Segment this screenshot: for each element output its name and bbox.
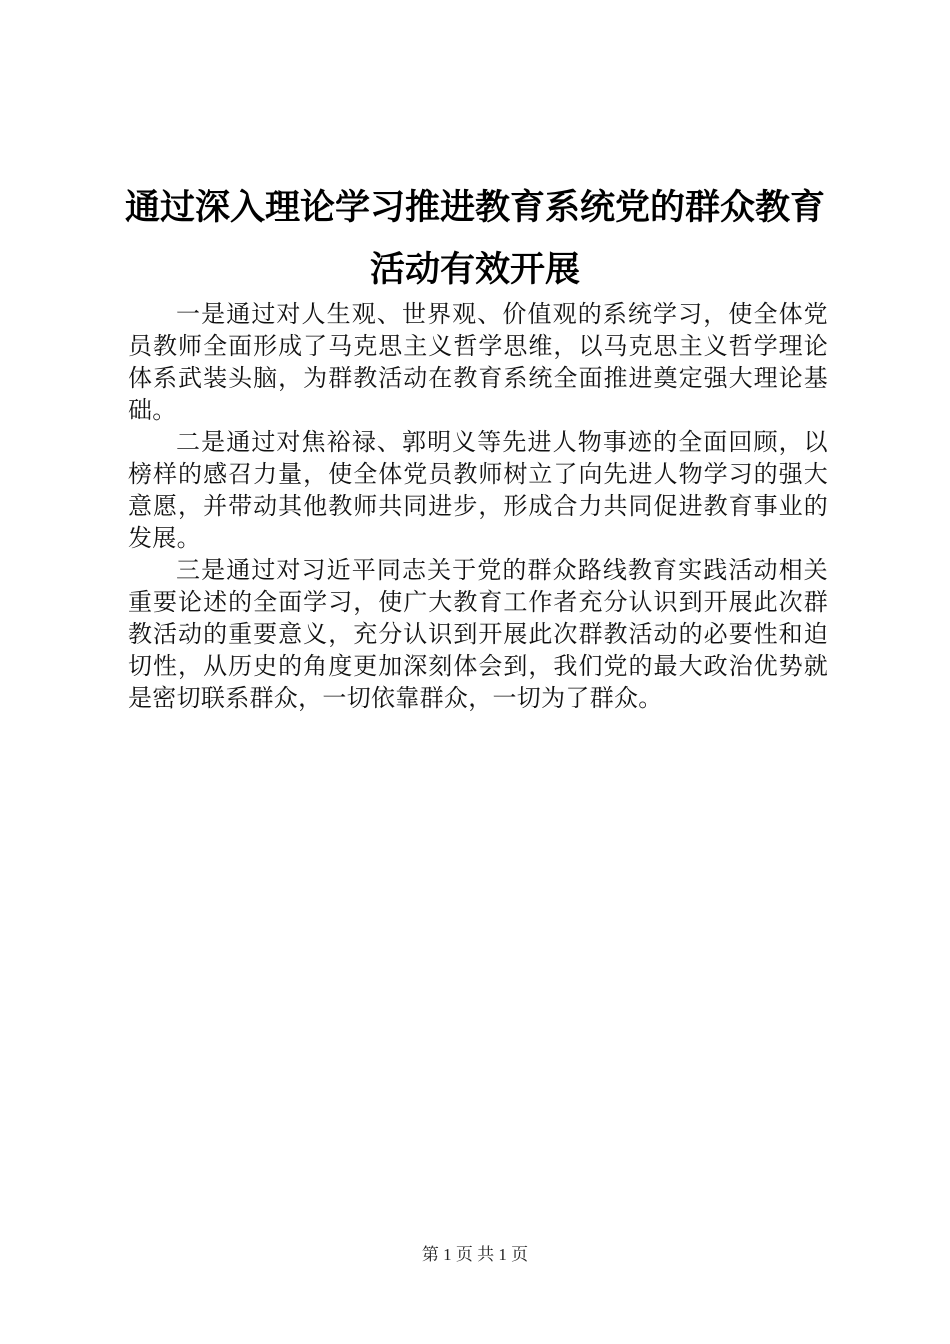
paragraph-1: 一是通过对人生观、世界观、价值观的系统学习，使全体党员教师全面形成了马克思主义哲学思维，以马克思主义哲学理论体系武装头脑，为群教活动在教育系统全面推进奠定强大理论基础。 (128, 300, 828, 424)
document-body (128, 298, 828, 714)
paragraph-3: 三是通过对习近平同志关于党的群众路线教育实践活动相关重要论述的全面学习，使广大教育工作者充分认识到开展此次群教活动的重要意义，充分认识到开展此次群教活动的必要性和迫切性，从历史的角度更加深刻体会到，我们党的最大政治优势就是密切联系群众，一切依靠群众，一切为了群众。 (128, 556, 828, 712)
page-number-footer: 第 1 页 共 1 页 (421, 1245, 529, 1264)
paragraph-2: 二是通过对焦裕禄、郭明义等先进人物事迹的全面回顾，以榜样的感召力量，使全体党员教师树立了向先进人物学习的强大意愿，并带动其他教师共同进步，形成合力共同促进教育事业的发展。 (128, 428, 828, 552)
document-title-line-2: 活动有效开展 (369, 250, 580, 290)
document-title-line-1: 通过深入理论学习推进教育系统党的群众教育 (124, 188, 825, 228)
